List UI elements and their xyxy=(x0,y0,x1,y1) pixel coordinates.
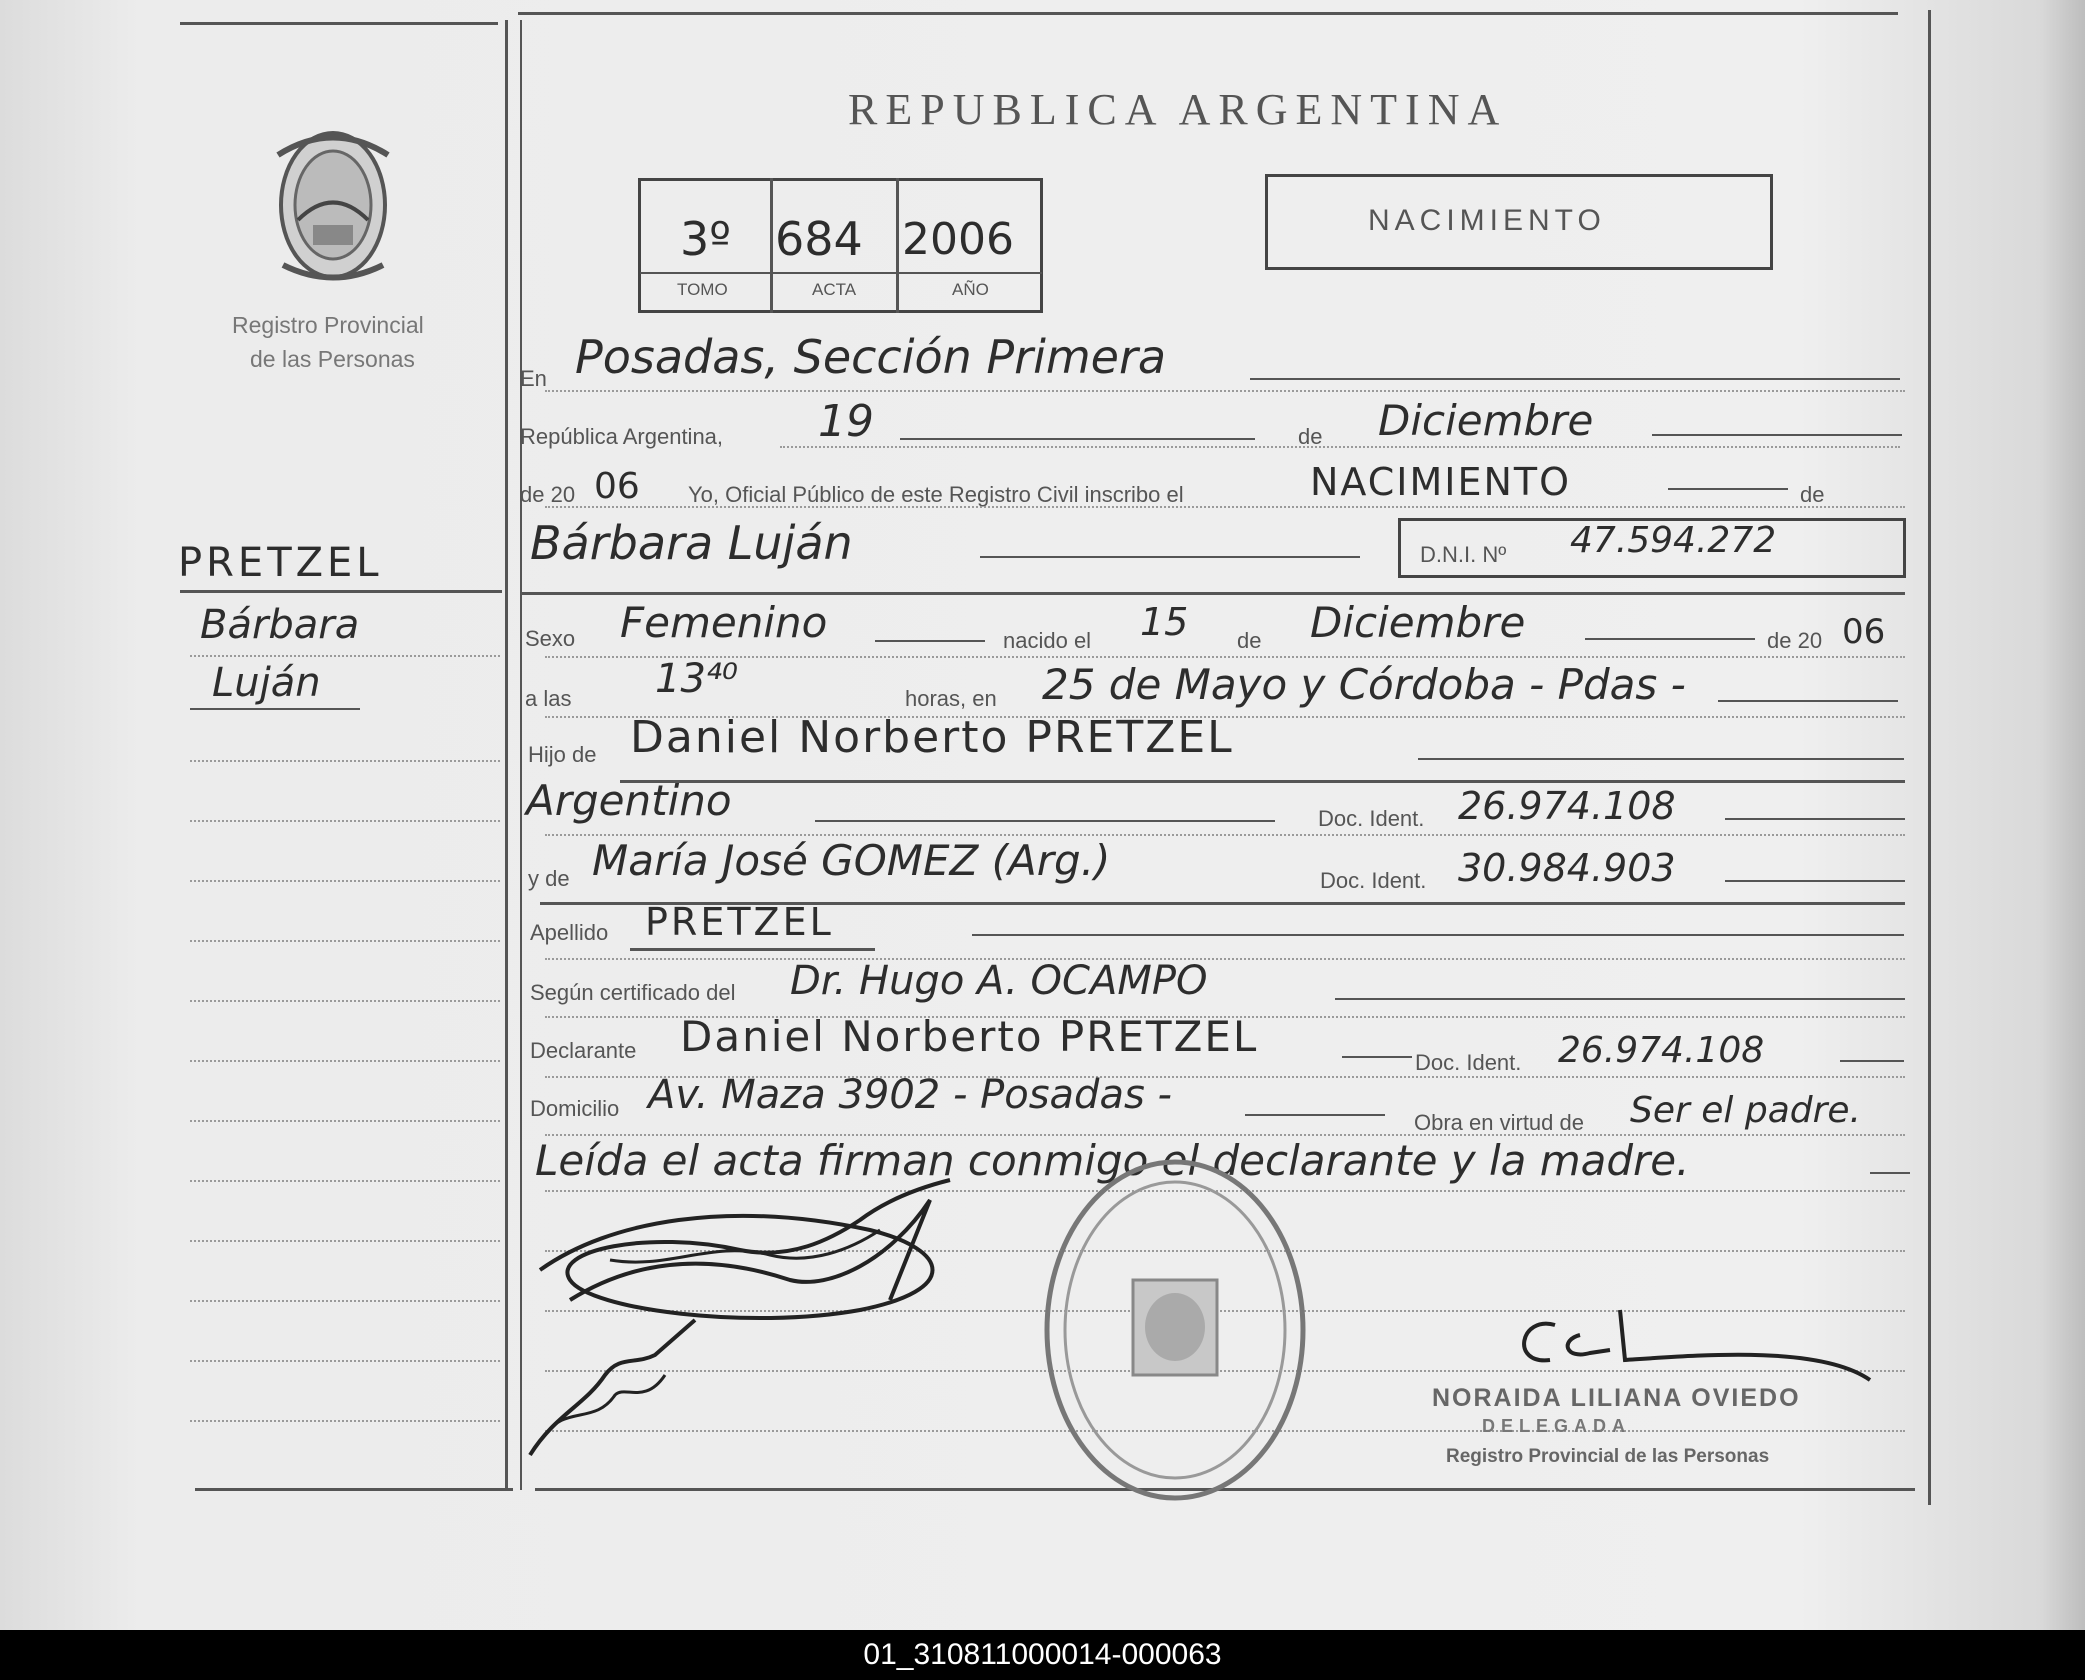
obra-value: Ser el padre. xyxy=(1630,1090,1861,1131)
official-signature xyxy=(1500,1305,1890,1395)
margin-dots xyxy=(190,820,500,822)
domicilio-value: Av. Maza 3902 - Posadas - xyxy=(648,1072,1172,1118)
margin-dots xyxy=(190,1180,500,1182)
margin-underline xyxy=(190,708,360,710)
mother-signature xyxy=(525,1315,705,1465)
birth-month: Diciembre xyxy=(1310,598,1526,647)
margin-dots xyxy=(190,760,500,762)
declarante-label: Declarante xyxy=(530,1038,637,1063)
fill-line xyxy=(1418,758,1904,760)
inscribo-value: NACIMIENTO xyxy=(1310,460,1572,504)
margin-dots xyxy=(190,1240,500,1242)
apellido-label: Apellido xyxy=(530,920,609,945)
registry-box-divider xyxy=(896,178,899,313)
fill-line xyxy=(980,556,1360,558)
sidebar-registry-line1: Registro Provincial xyxy=(232,312,424,338)
fill-line xyxy=(1718,700,1898,702)
fill-line xyxy=(1725,880,1905,882)
alas-label: a las xyxy=(525,686,572,711)
registry-box-rule xyxy=(640,272,1042,274)
fill-line xyxy=(1245,1114,1385,1116)
fill-line xyxy=(1335,998,1905,1000)
sexo-label: Sexo xyxy=(525,626,576,651)
top-rule-left xyxy=(180,22,498,25)
hijo-label: Hijo de xyxy=(528,742,597,767)
fill-line xyxy=(875,640,985,642)
declarante-doc: 26.974.108 xyxy=(1558,1030,1765,1071)
margin-dots xyxy=(190,1000,500,1002)
margin-dots xyxy=(190,880,500,882)
margin-dots xyxy=(190,1060,500,1062)
line-dots-3 xyxy=(545,506,1905,508)
line-dots-1 xyxy=(545,390,1905,392)
apellido-underline xyxy=(630,948,875,951)
fill-line xyxy=(900,438,1255,440)
apellido-value: PRETZEL xyxy=(645,900,834,944)
margin-dots xyxy=(190,1420,500,1422)
declarante-doc-label: Doc. Ident. xyxy=(1415,1050,1522,1075)
official-title: DELEGADA xyxy=(1482,1416,1632,1436)
section-rule xyxy=(520,592,1905,595)
acta-value: 684 xyxy=(775,212,863,266)
dni-value: 47.594.272 xyxy=(1570,520,1777,561)
obra-label: Obra en virtud de xyxy=(1414,1110,1584,1135)
margin-first-name: Bárbara xyxy=(200,602,360,648)
mother-doc: 30.984.903 xyxy=(1458,846,1676,890)
mother-doc-label: Doc. Ident. xyxy=(1320,868,1427,893)
mother-name: María José GOMEZ (Arg.) xyxy=(592,836,1111,885)
margin-second-name: Luján xyxy=(212,660,321,706)
tomo-label: TOMO xyxy=(677,280,728,299)
line-dots-2 xyxy=(780,446,1900,448)
tomo-value: 3º xyxy=(680,212,731,266)
fill-line xyxy=(1725,818,1905,820)
fill-line xyxy=(1250,378,1900,380)
yde-label: y de xyxy=(528,866,570,891)
margin-dots xyxy=(190,1120,500,1122)
de-label-2: de xyxy=(1800,482,1825,507)
ano-label: AÑO xyxy=(952,280,989,299)
record-month: Diciembre xyxy=(1378,396,1594,445)
top-rule-right xyxy=(518,12,1898,15)
domicilio-label: Domicilio xyxy=(530,1096,620,1121)
acta-label: ACTA xyxy=(812,280,857,299)
margin-surname: PRETZEL xyxy=(178,540,383,586)
fill-line xyxy=(815,820,1275,822)
certificado-value: Dr. Hugo A. OCAMPO xyxy=(790,958,1208,1004)
margin-dots xyxy=(190,655,500,657)
bottom-rule-left xyxy=(195,1488,513,1491)
file-id: 01_310811000014-000063 xyxy=(863,1638,1222,1671)
file-id-bar xyxy=(0,1630,2085,1680)
fill-line xyxy=(1840,1060,1904,1062)
father-nationality: Argentino xyxy=(526,776,732,825)
record-type: NACIMIENTO xyxy=(1368,204,1606,237)
line-dots-5 xyxy=(545,656,1905,658)
provincial-seal-icon xyxy=(268,125,398,285)
margin-rule-1 xyxy=(180,590,502,593)
en-label: En xyxy=(520,366,547,391)
year-prefix: de 20 xyxy=(520,482,576,507)
official-registry: Registro Provincial de las Personas xyxy=(1446,1446,1770,1467)
nacido-label: nacido el xyxy=(1003,628,1092,653)
dni-label: D.N.I. Nº xyxy=(1420,542,1507,567)
official-stamp xyxy=(1035,1150,1315,1510)
registry-box-divider xyxy=(770,178,773,313)
registered-name: Bárbara Luján xyxy=(530,516,853,570)
section-rule xyxy=(620,780,1905,783)
republica-label: República Argentina, xyxy=(520,424,724,449)
father-doc: 26.974.108 xyxy=(1458,784,1676,828)
margin-dots xyxy=(190,940,500,942)
sidebar-registry-line2: de las Personas xyxy=(250,346,415,372)
declarante-value: Daniel Norberto PRETZEL xyxy=(680,1012,1259,1061)
line-dots-10 xyxy=(545,958,1905,960)
segun-label: Según certificado del xyxy=(530,980,736,1005)
horas-label: horas, en xyxy=(905,686,997,711)
birth-place: 25 de Mayo y Córdoba - Pdas - xyxy=(1042,660,1686,709)
birth-day: 15 xyxy=(1140,600,1189,644)
father-doc-label: Doc. Ident. xyxy=(1318,806,1425,831)
column-divider-inner xyxy=(520,20,522,1490)
closing-text: Leída el acta firman conmigo el declarante y la madre. xyxy=(535,1136,1690,1185)
record-year: 06 xyxy=(594,466,640,507)
father-name: Daniel Norberto PRETZEL xyxy=(630,712,1234,763)
fill-line xyxy=(1668,488,1788,490)
official-name: NORAIDA LILIANA OVIEDO xyxy=(1432,1384,1801,1412)
fill-line xyxy=(1342,1056,1412,1058)
birth-year-prefix: de 20 xyxy=(1767,628,1823,653)
fill-line xyxy=(1652,434,1902,436)
declarant-signature xyxy=(530,1160,1000,1330)
birth-year: 06 xyxy=(1842,612,1886,652)
fill-line xyxy=(972,934,1904,936)
fill-line xyxy=(1870,1172,1910,1174)
de-label-1: de xyxy=(1298,424,1323,449)
column-divider xyxy=(505,20,508,1490)
country-title: REPUBLICA ARGENTINA xyxy=(848,85,1508,134)
inscribo-label: Yo, Oficial Público de este Registro Civil inscribo el xyxy=(688,482,1184,507)
margin-dots xyxy=(190,1300,500,1302)
de-label-3: de xyxy=(1237,628,1262,653)
place-of-record: Posadas, Sección Primera xyxy=(575,330,1167,384)
fill-line xyxy=(1585,638,1755,640)
sexo-value: Femenino xyxy=(620,598,828,647)
ano-value: 2006 xyxy=(902,214,1014,265)
record-day: 19 xyxy=(818,396,874,447)
right-border xyxy=(1928,10,1931,1505)
margin-dots xyxy=(190,1360,500,1362)
birth-time: 13⁴⁰ xyxy=(655,656,738,702)
